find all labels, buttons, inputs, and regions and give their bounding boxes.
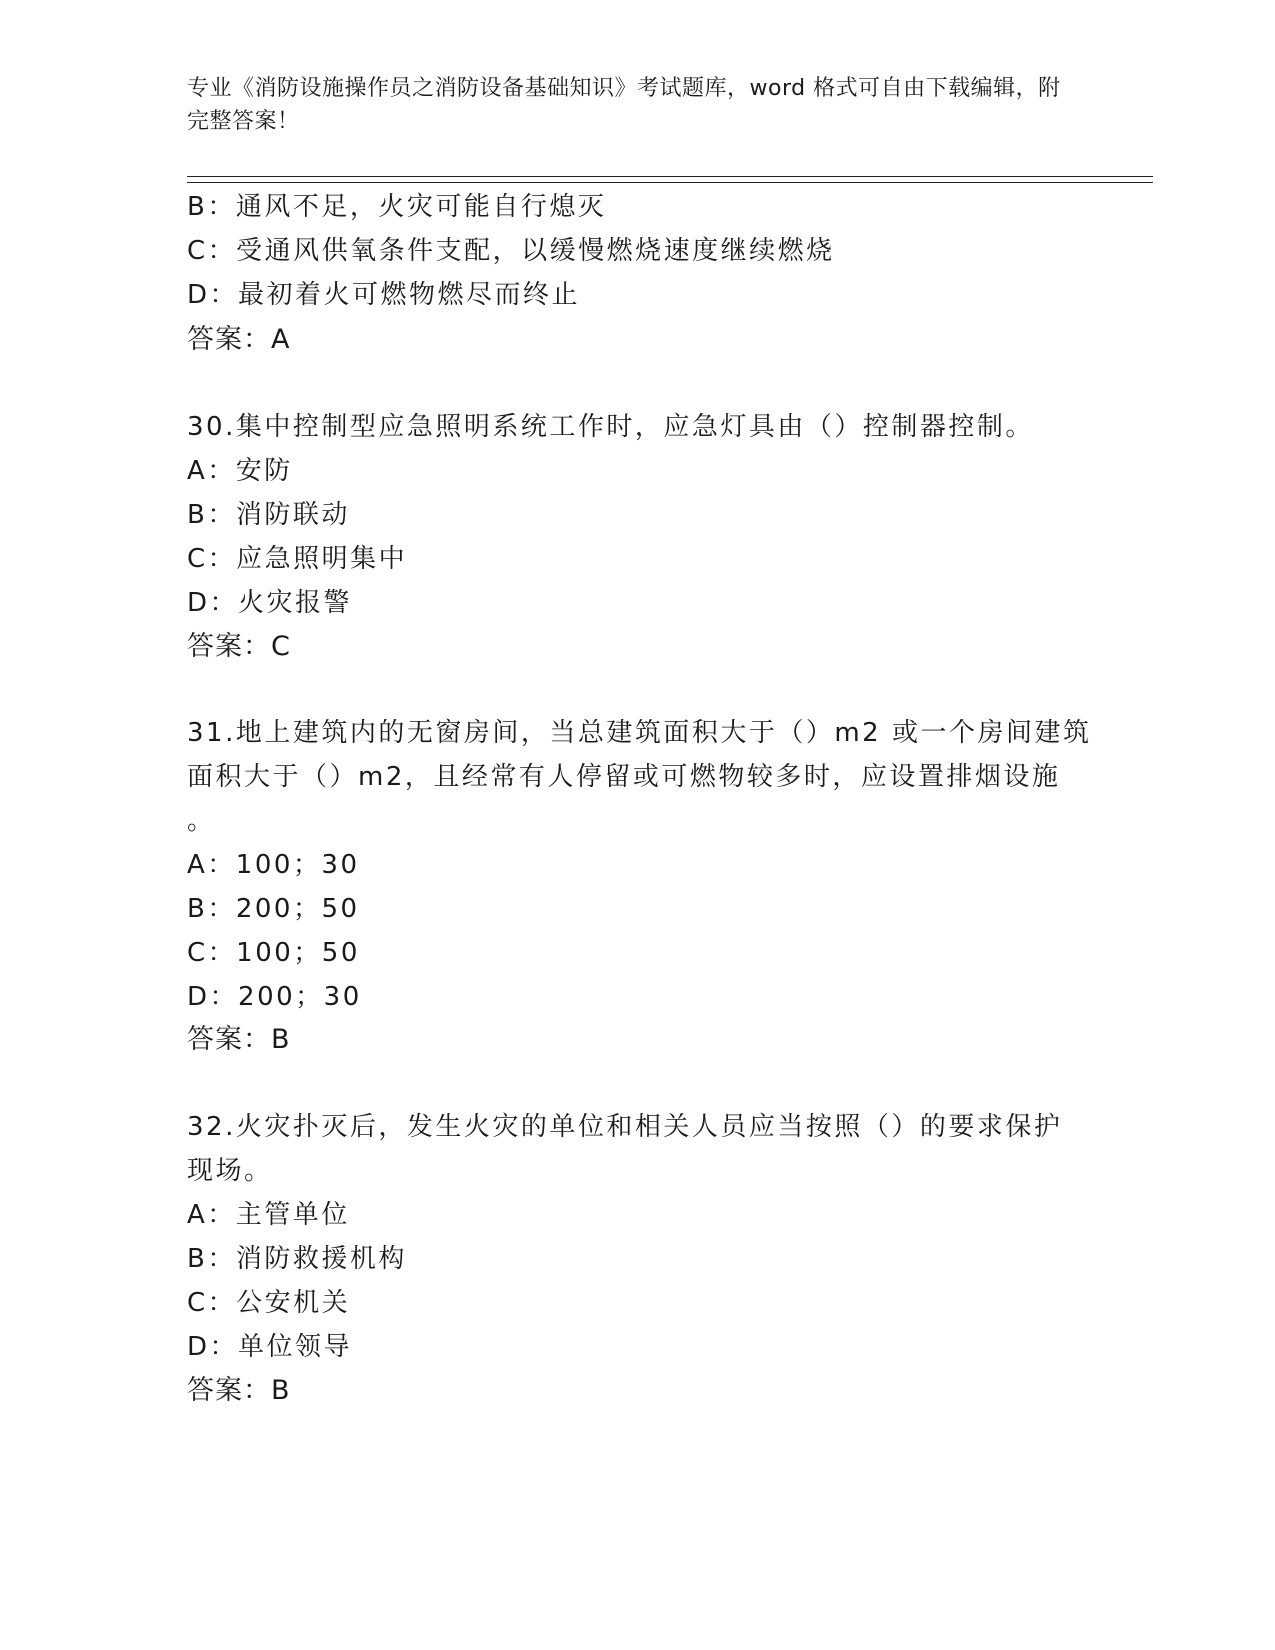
header-rule-bottom	[187, 182, 1153, 183]
q30-option-d: D：火灾报警	[187, 588, 353, 618]
q30-option-c: C：应急照明集中	[187, 544, 408, 574]
q32-option-b: B：消防救援机构	[187, 1244, 407, 1274]
q32-stem-line-2: 现场。	[187, 1156, 273, 1186]
q31-option-b: B：200；50	[187, 894, 360, 924]
q32-answer: 答案：B	[187, 1375, 291, 1406]
q30-option-b: B：消防联动	[187, 500, 350, 530]
q30-option-a: A：安防	[187, 456, 293, 486]
prev-option-c: C：受通风供氧条件支配，以缓慢燃烧速度继续燃烧	[187, 236, 835, 266]
q31-option-c: C：100；50	[187, 938, 360, 968]
document-header: 专业《消防设施操作员之消防设备基础知识》考试题库，word 格式可自由下载编辑，附完整答案！	[187, 76, 1061, 134]
prev-option-d: D：最初着火可燃物燃尽而终止	[187, 280, 581, 310]
q31-answer: 答案：B	[187, 1024, 291, 1055]
header-rule-top	[187, 176, 1153, 177]
q31-option-a: A：100；30	[187, 850, 360, 880]
q32-option-d: D：单位领导	[187, 1332, 353, 1362]
prev-answer: 答案：A	[187, 324, 291, 355]
q30-answer: 答案：C	[187, 631, 291, 662]
q32-stem-line-1: 32.火灾扑灭后，发生火灾的单位和相关人员应当按照（）的要求保护	[187, 1112, 1063, 1142]
q31-stem-line-1: 31.地上建筑内的无窗房间，当总建筑面积大于（）m2 或一个房间建筑	[187, 718, 1092, 748]
q31-stem-line-3: 。	[187, 806, 216, 836]
prev-option-b: B：通风不足，火灾可能自行熄灭	[187, 192, 607, 222]
q30-stem: 30.集中控制型应急照明系统工作时，应急灯具由（）控制器控制。	[187, 412, 1034, 442]
q31-stem-line-2: 面积大于（）m2，且经常有人停留或可燃物较多时，应设置排烟设施	[187, 762, 1061, 792]
q31-option-d: D：200；30	[187, 982, 362, 1012]
q32-option-a: A：主管单位	[187, 1200, 350, 1230]
q32-option-c: C：公安机关	[187, 1288, 351, 1318]
